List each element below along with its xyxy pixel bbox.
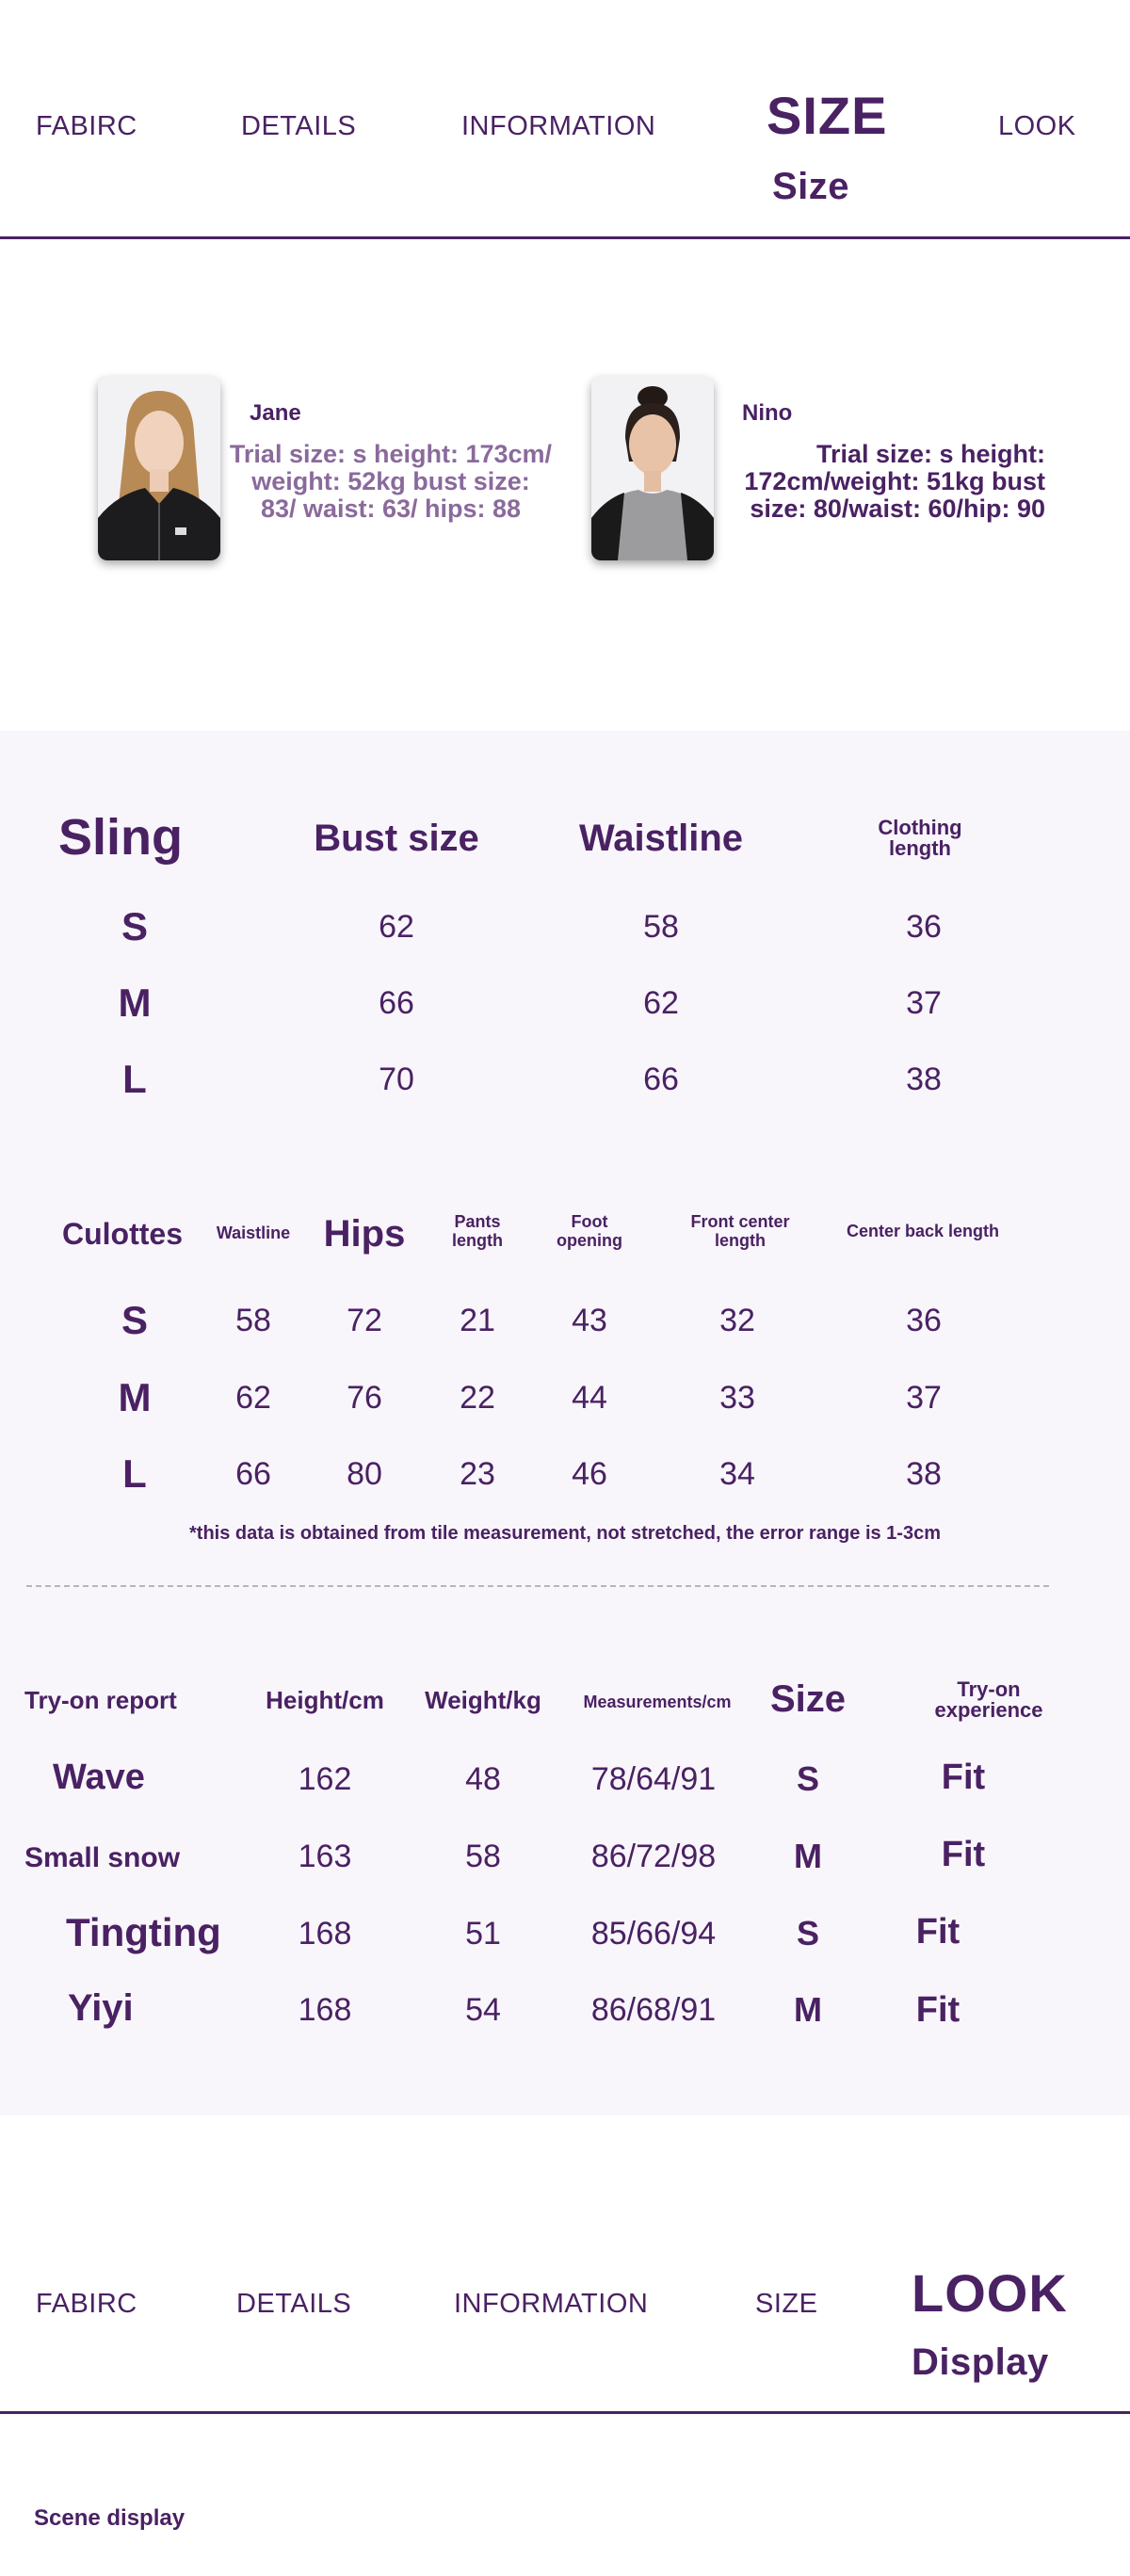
waistline-header: Waistline [578, 818, 744, 859]
front-center-length-header: Front center length [690, 1212, 790, 1250]
foot-opening-header: Foot opening [557, 1212, 622, 1250]
table-cell: 76 [347, 1380, 382, 1416]
size-label: S [121, 1298, 149, 1342]
tryon-experience-header: Try-on experience [934, 1677, 1043, 1722]
model-info-line: 172cm/weight: 51kg bust [744, 467, 1045, 495]
table-cell: 37 [906, 985, 942, 1021]
measurements-header: Measurements/cm [583, 1693, 732, 1711]
weight-header: Weight/kg [425, 1686, 541, 1714]
size-header: Size [769, 1678, 847, 1720]
table-cell: 66 [643, 1061, 679, 1097]
table-cell: 62 [643, 985, 679, 1021]
model-info-jane [217, 441, 565, 523]
nav-active-subtitle: Size [772, 166, 850, 207]
measurement-note: *this data is obtained from tile measurement, not stretched, the error range is 1-3cm [189, 1523, 941, 1544]
nav-tab-details[interactable]: DETAILS [241, 111, 357, 141]
nav-tab-look[interactable]: LOOK [998, 111, 1076, 141]
tester-name: Tingting [66, 1910, 221, 1954]
tester-name: Small snow [24, 1842, 181, 1873]
table-cell: 168 [298, 1916, 352, 1952]
table-cell: 21 [460, 1303, 495, 1338]
scene-display-label: Scene display [34, 2505, 186, 2531]
table-cell: 38 [906, 1061, 942, 1097]
model-name-nino: Nino [742, 400, 793, 426]
model-photo-nino [591, 377, 714, 560]
fit-result: Fit [915, 1990, 960, 2030]
top-nav-divider [0, 236, 1130, 239]
table-cell: 168 [298, 1992, 352, 2028]
size-label: L [122, 1057, 147, 1101]
model-info-line: weight: 52kg bust size: [251, 467, 530, 495]
table-cell: 66 [235, 1456, 271, 1492]
fit-result: Fit [915, 1912, 960, 1952]
table-cell: 22 [460, 1380, 495, 1416]
table-cell: M [794, 1837, 822, 1875]
table-cell: 72 [347, 1303, 382, 1338]
table-cell: 58 [465, 1839, 501, 1874]
model-info-line: size: 80/waist: 60/hip: 90 [750, 494, 1045, 523]
tester-name: Wave [53, 1758, 145, 1797]
table-cell: 43 [572, 1303, 607, 1338]
fit-result: Fit [941, 1835, 986, 1874]
size-label: S [121, 904, 149, 948]
table-cell: 58 [643, 909, 679, 945]
bust-size-header: Bust size [314, 818, 479, 859]
table-cell: S [796, 1914, 820, 1952]
table-cell: 78/64/91 [590, 1761, 717, 1797]
nav-tab-size[interactable]: SIZE [755, 2289, 818, 2319]
size-label: M [118, 980, 152, 1025]
culottes-header: Culottes [62, 1217, 183, 1251]
center-back-length-header: Center back length [846, 1222, 1000, 1240]
table-cell: 62 [379, 909, 414, 945]
sling-header: Sling [58, 809, 183, 866]
table-cell: 163 [298, 1839, 352, 1874]
nav-active-subtitle: Display [912, 2341, 1049, 2383]
table-cell: 46 [572, 1456, 607, 1492]
fit-result: Fit [941, 1758, 986, 1797]
nav-tab-information[interactable]: INFORMATION [454, 2289, 649, 2319]
nav-tab-fabric[interactable]: FABIRC [36, 2289, 137, 2319]
table-cell: 62 [235, 1380, 271, 1416]
model-photo-jane [98, 377, 220, 560]
table-cell: 66 [379, 985, 414, 1021]
table-cell: 34 [719, 1456, 755, 1492]
size-label: L [122, 1451, 147, 1496]
size-chart-panel [0, 731, 1130, 2115]
table-cell: S [796, 1759, 820, 1798]
tester-name: Yiyi [68, 1987, 134, 2029]
table-cell: 85/66/94 [590, 1916, 717, 1952]
table-cell: 44 [572, 1380, 607, 1416]
model-name-jane: Jane [250, 400, 301, 426]
pants-length-header: Pants length [452, 1212, 503, 1250]
nav-tab-details[interactable]: DETAILS [236, 2289, 352, 2319]
hips-header: Hips [323, 1213, 406, 1255]
tryon-report-header: Try-on report [24, 1686, 177, 1714]
size-label: M [118, 1375, 152, 1419]
bottom-nav-divider [0, 2411, 1130, 2414]
waistline-header: Waistline [216, 1223, 291, 1242]
table-cell: 36 [906, 1303, 942, 1338]
table-cell: 51 [465, 1916, 501, 1952]
table-cell: 162 [298, 1761, 352, 1797]
nav-tab-size-active[interactable]: SIZE [767, 86, 888, 145]
table-cell: 32 [719, 1303, 755, 1338]
table-cell: 33 [719, 1380, 755, 1416]
clothing-length-header: Clothing length [878, 816, 962, 860]
table-cell: 86/68/91 [590, 1992, 717, 2028]
nav-tab-look-active[interactable]: LOOK [912, 2263, 1068, 2323]
table-cell: 38 [906, 1456, 942, 1492]
table-cell: 58 [235, 1303, 271, 1338]
model-info-line: 83/ waist: 63/ hips: 88 [260, 494, 522, 523]
model-info-line: Trial size: s height: [815, 440, 1045, 468]
table-cell: 54 [465, 1992, 501, 2028]
dashed-divider [26, 1585, 1049, 1587]
table-cell: 86/72/98 [590, 1839, 717, 1874]
table-cell: 37 [906, 1380, 942, 1416]
height-header: Height/cm [266, 1686, 384, 1714]
table-cell: 36 [906, 909, 942, 945]
model-info-line: Trial size: s height: 173cm/ [229, 440, 553, 468]
nav-tab-information[interactable]: INFORMATION [461, 111, 656, 141]
table-cell: 80 [347, 1456, 382, 1492]
table-cell: 70 [379, 1061, 414, 1097]
model-info-nino [697, 441, 1045, 523]
table-cell: 48 [465, 1761, 501, 1797]
nav-tab-fabric[interactable]: FABIRC [36, 111, 137, 141]
table-cell: 23 [460, 1456, 495, 1492]
table-cell: M [794, 1990, 822, 2029]
